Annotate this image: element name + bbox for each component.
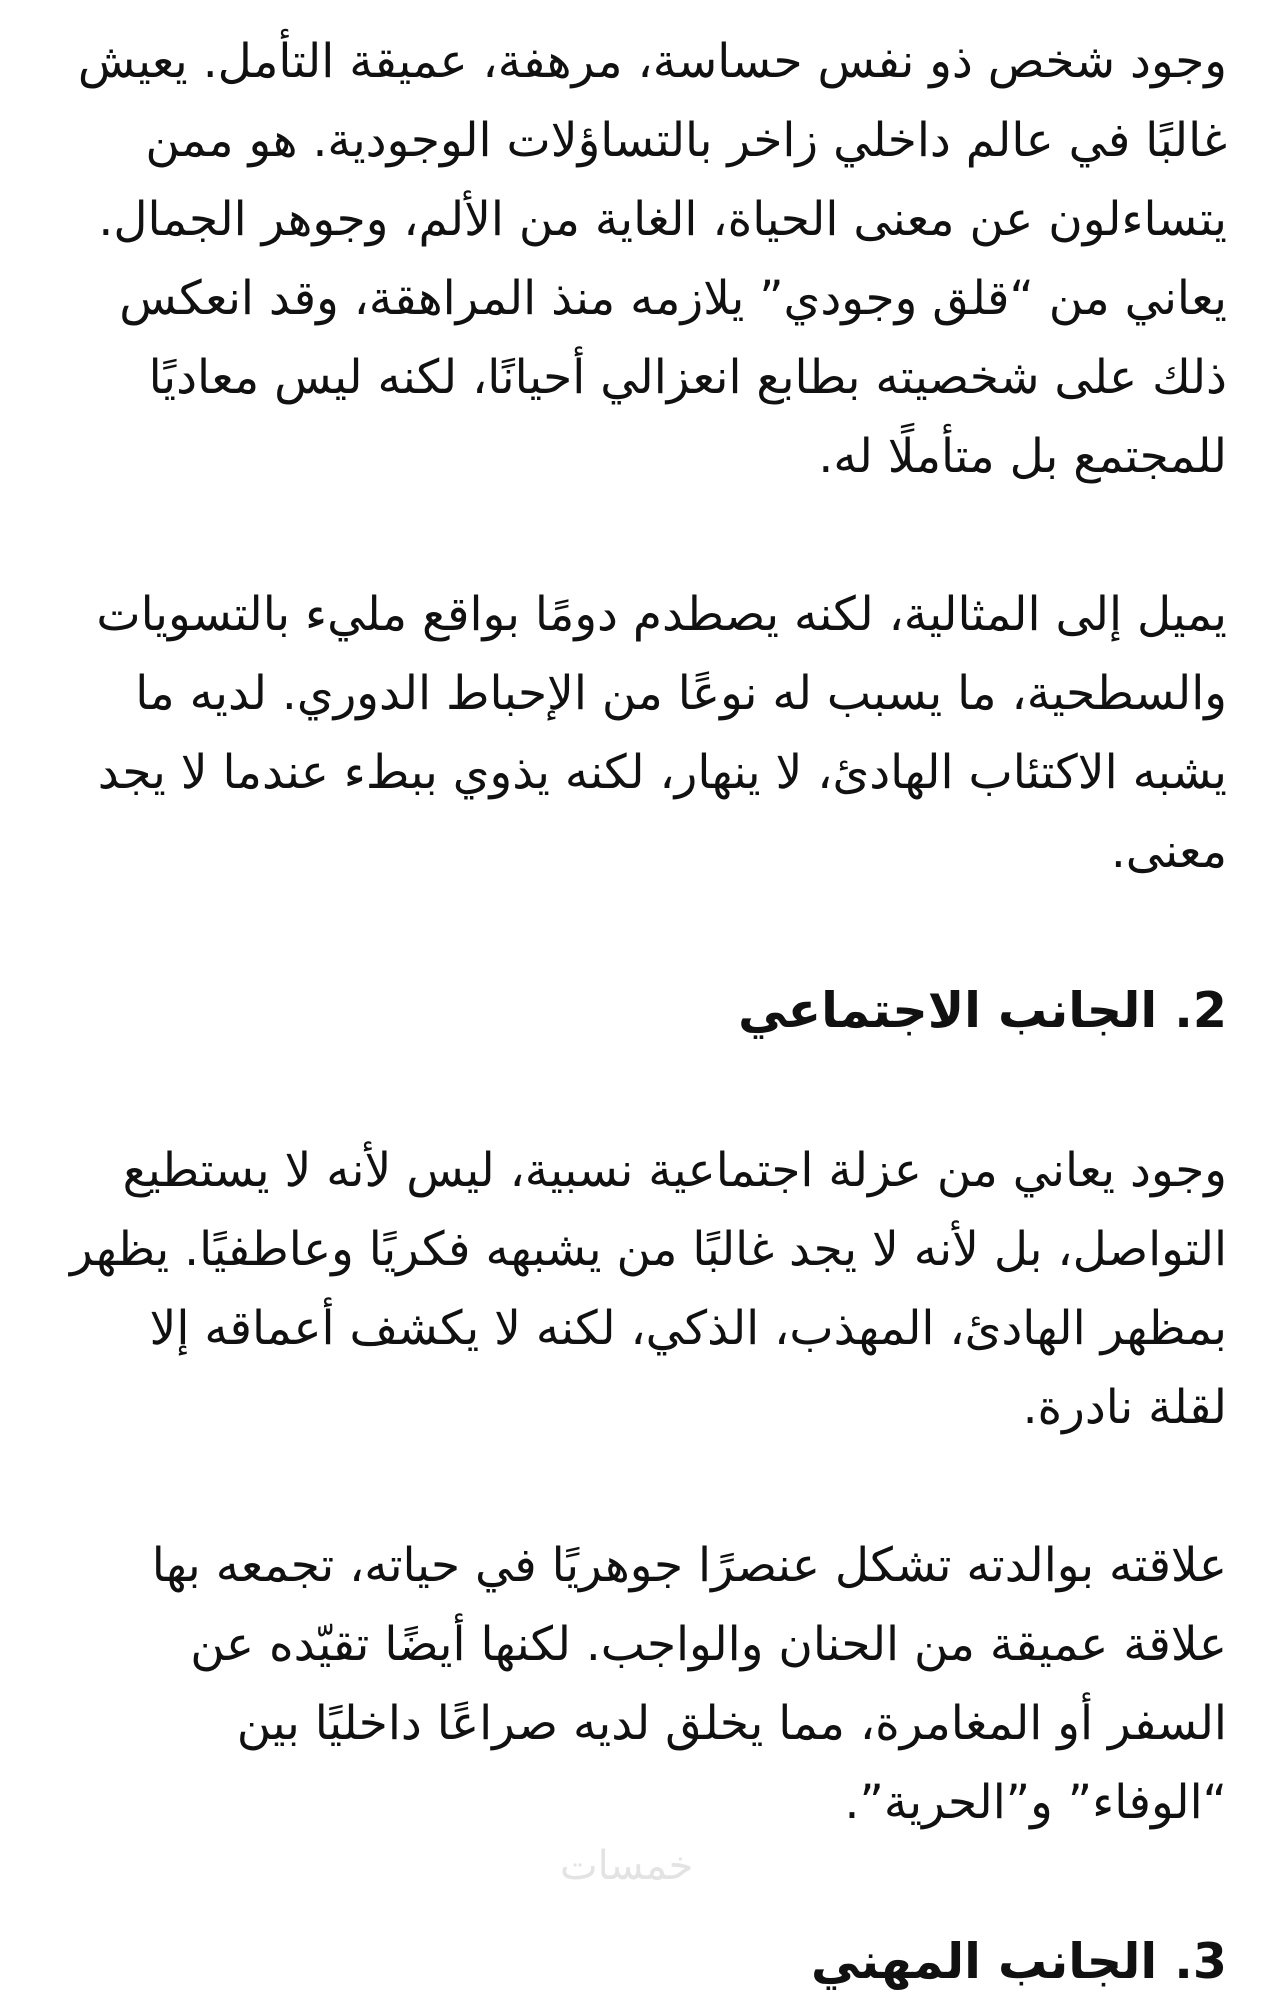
paragraph-spacer xyxy=(67,1447,1227,1526)
section-spacer xyxy=(67,891,1227,971)
paragraph-mother-relation: علاقته بوالدته تشكل عنصرًا جوهريًا في حياته، تجمعه بها علاقة عميقة من الحنان والواجب. لكنها أيضًا تقيّده عن السفر أو المغامرة، مما يخلق لديه صراعًا داخليًا بين “الوفاء” و”الحرية”. xyxy=(151,1538,1227,1830)
paragraph-existential: وجود شخص ذو نفس حساسة، مرهفة، عميقة التأمل. يعيش غالبًا في عالم داخلي زاخر بالتساؤلات الوجودية. هو ممن يتساءلون عن معنى الحياة، الغاية من الألم، وجوهر الجمال. يعاني من “قلق وجودي” يلازمه منذ المراهقة، وقد انعكس ذلك على شخصيته بطابع انعزالي أحيانًا، لكنه ليس معاديًا للمجتمع بل متأملًا له. xyxy=(77,34,1227,484)
site-watermark: خمسات xyxy=(560,1843,694,1889)
section-heading-professional: 3. الجانب المهني xyxy=(811,1933,1227,1990)
paragraph-social-isolation: وجود يعاني من عزلة اجتماعية نسبية، ليس لأنه لا يستطيع التواصل، بل لأنه لا يجد غالبًا من يشبهه فكريًا وعاطفيًا. يظهر بمظهر الهادئ، المهذب، الذكي، لكنه لا يكشف أعماقه إلا لقلة نادرة. xyxy=(69,1143,1227,1435)
article-body xyxy=(67,22,1227,2002)
section-spacer xyxy=(67,1051,1227,1131)
paragraph-idealism: يميل إلى المثالية، لكنه يصطدم دومًا بواقع مليء بالتسويات والسطحية، ما يسبب له نوعًا من الإحباط الدوري. لديه ما يشبه الاكتئاب الهادئ، لا ينهار، لكنه يذوي ببطء عندما لا يجد معنى. xyxy=(96,587,1227,879)
section-heading-social: 2. الجانب الاجتماعي xyxy=(738,982,1227,1039)
paragraph-spacer xyxy=(67,496,1227,575)
